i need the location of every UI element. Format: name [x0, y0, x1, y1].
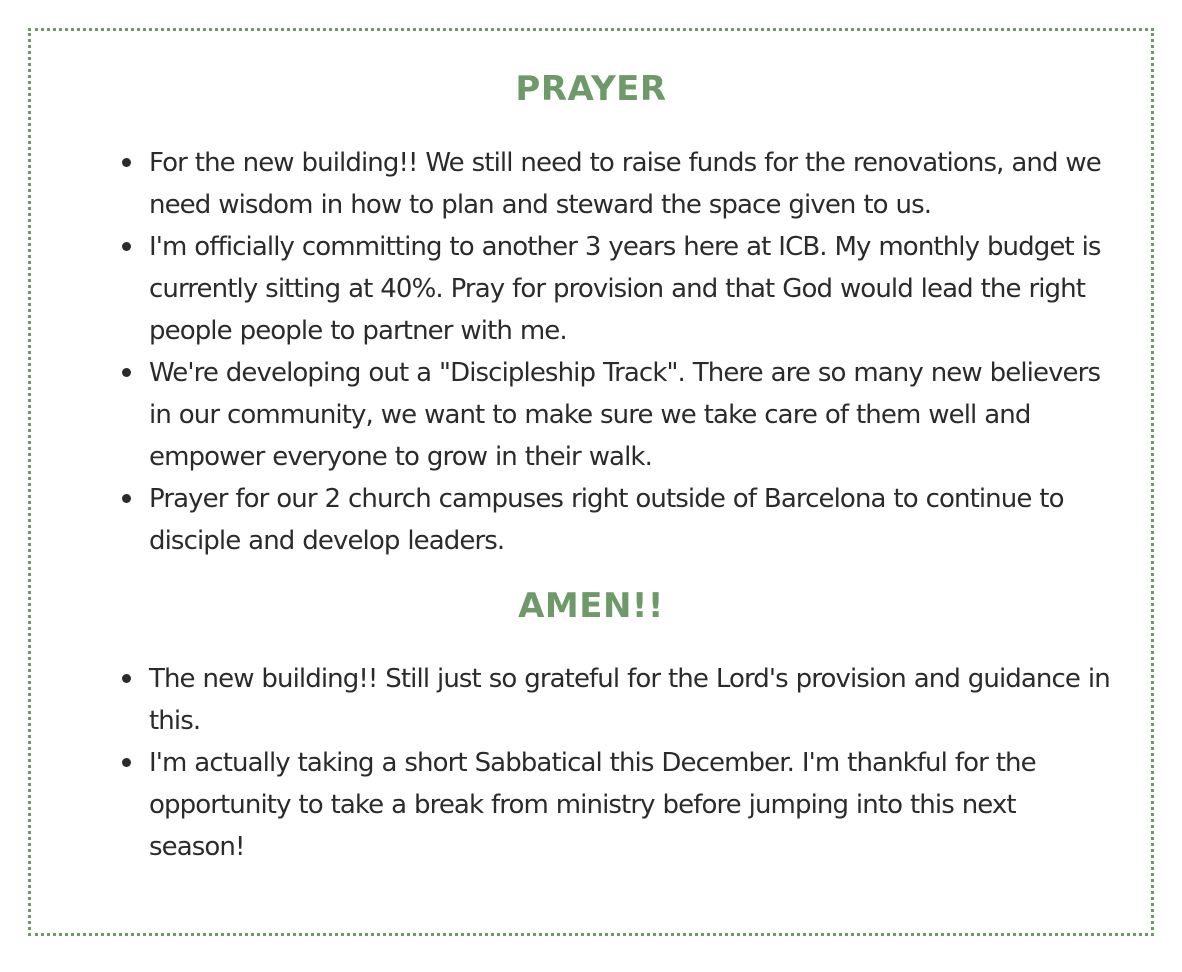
prayer-item: I'm officially committing to another 3 years here at ICB. My monthly budget is currently sitting at 40%. Pray for provision and that God would lead the right people people to partner with me. — [149, 226, 1111, 352]
prayer-item: Prayer for our 2 church campuses right outside of Barcelona to continue to disciple and develop leaders. — [149, 478, 1111, 562]
amen-list — [121, 658, 1111, 868]
amen-item: The new building!! Still just so grateful for the Lord's provision and guidance in this. — [149, 658, 1111, 742]
amen-item: I'm actually taking a short Sabbatical this December. I'm thankful for the opportunity to take a break from ministry before jumping into this next season! — [149, 742, 1111, 868]
prayer-item: For the new building!! We still need to raise funds for the renovations, and we need wisdom in how to plan and steward the space given to us. — [149, 142, 1111, 226]
prayer-heading: PRAYER — [515, 69, 667, 109]
prayer-update-box — [28, 28, 1154, 936]
amen-heading: AMEN!! — [518, 586, 664, 626]
prayer-list — [121, 142, 1111, 562]
prayer-item: We're developing out a "Discipleship Track". There are so many new believers in our community, we want to make sure we take care of them well and empower everyone to grow in their walk. — [149, 352, 1111, 478]
